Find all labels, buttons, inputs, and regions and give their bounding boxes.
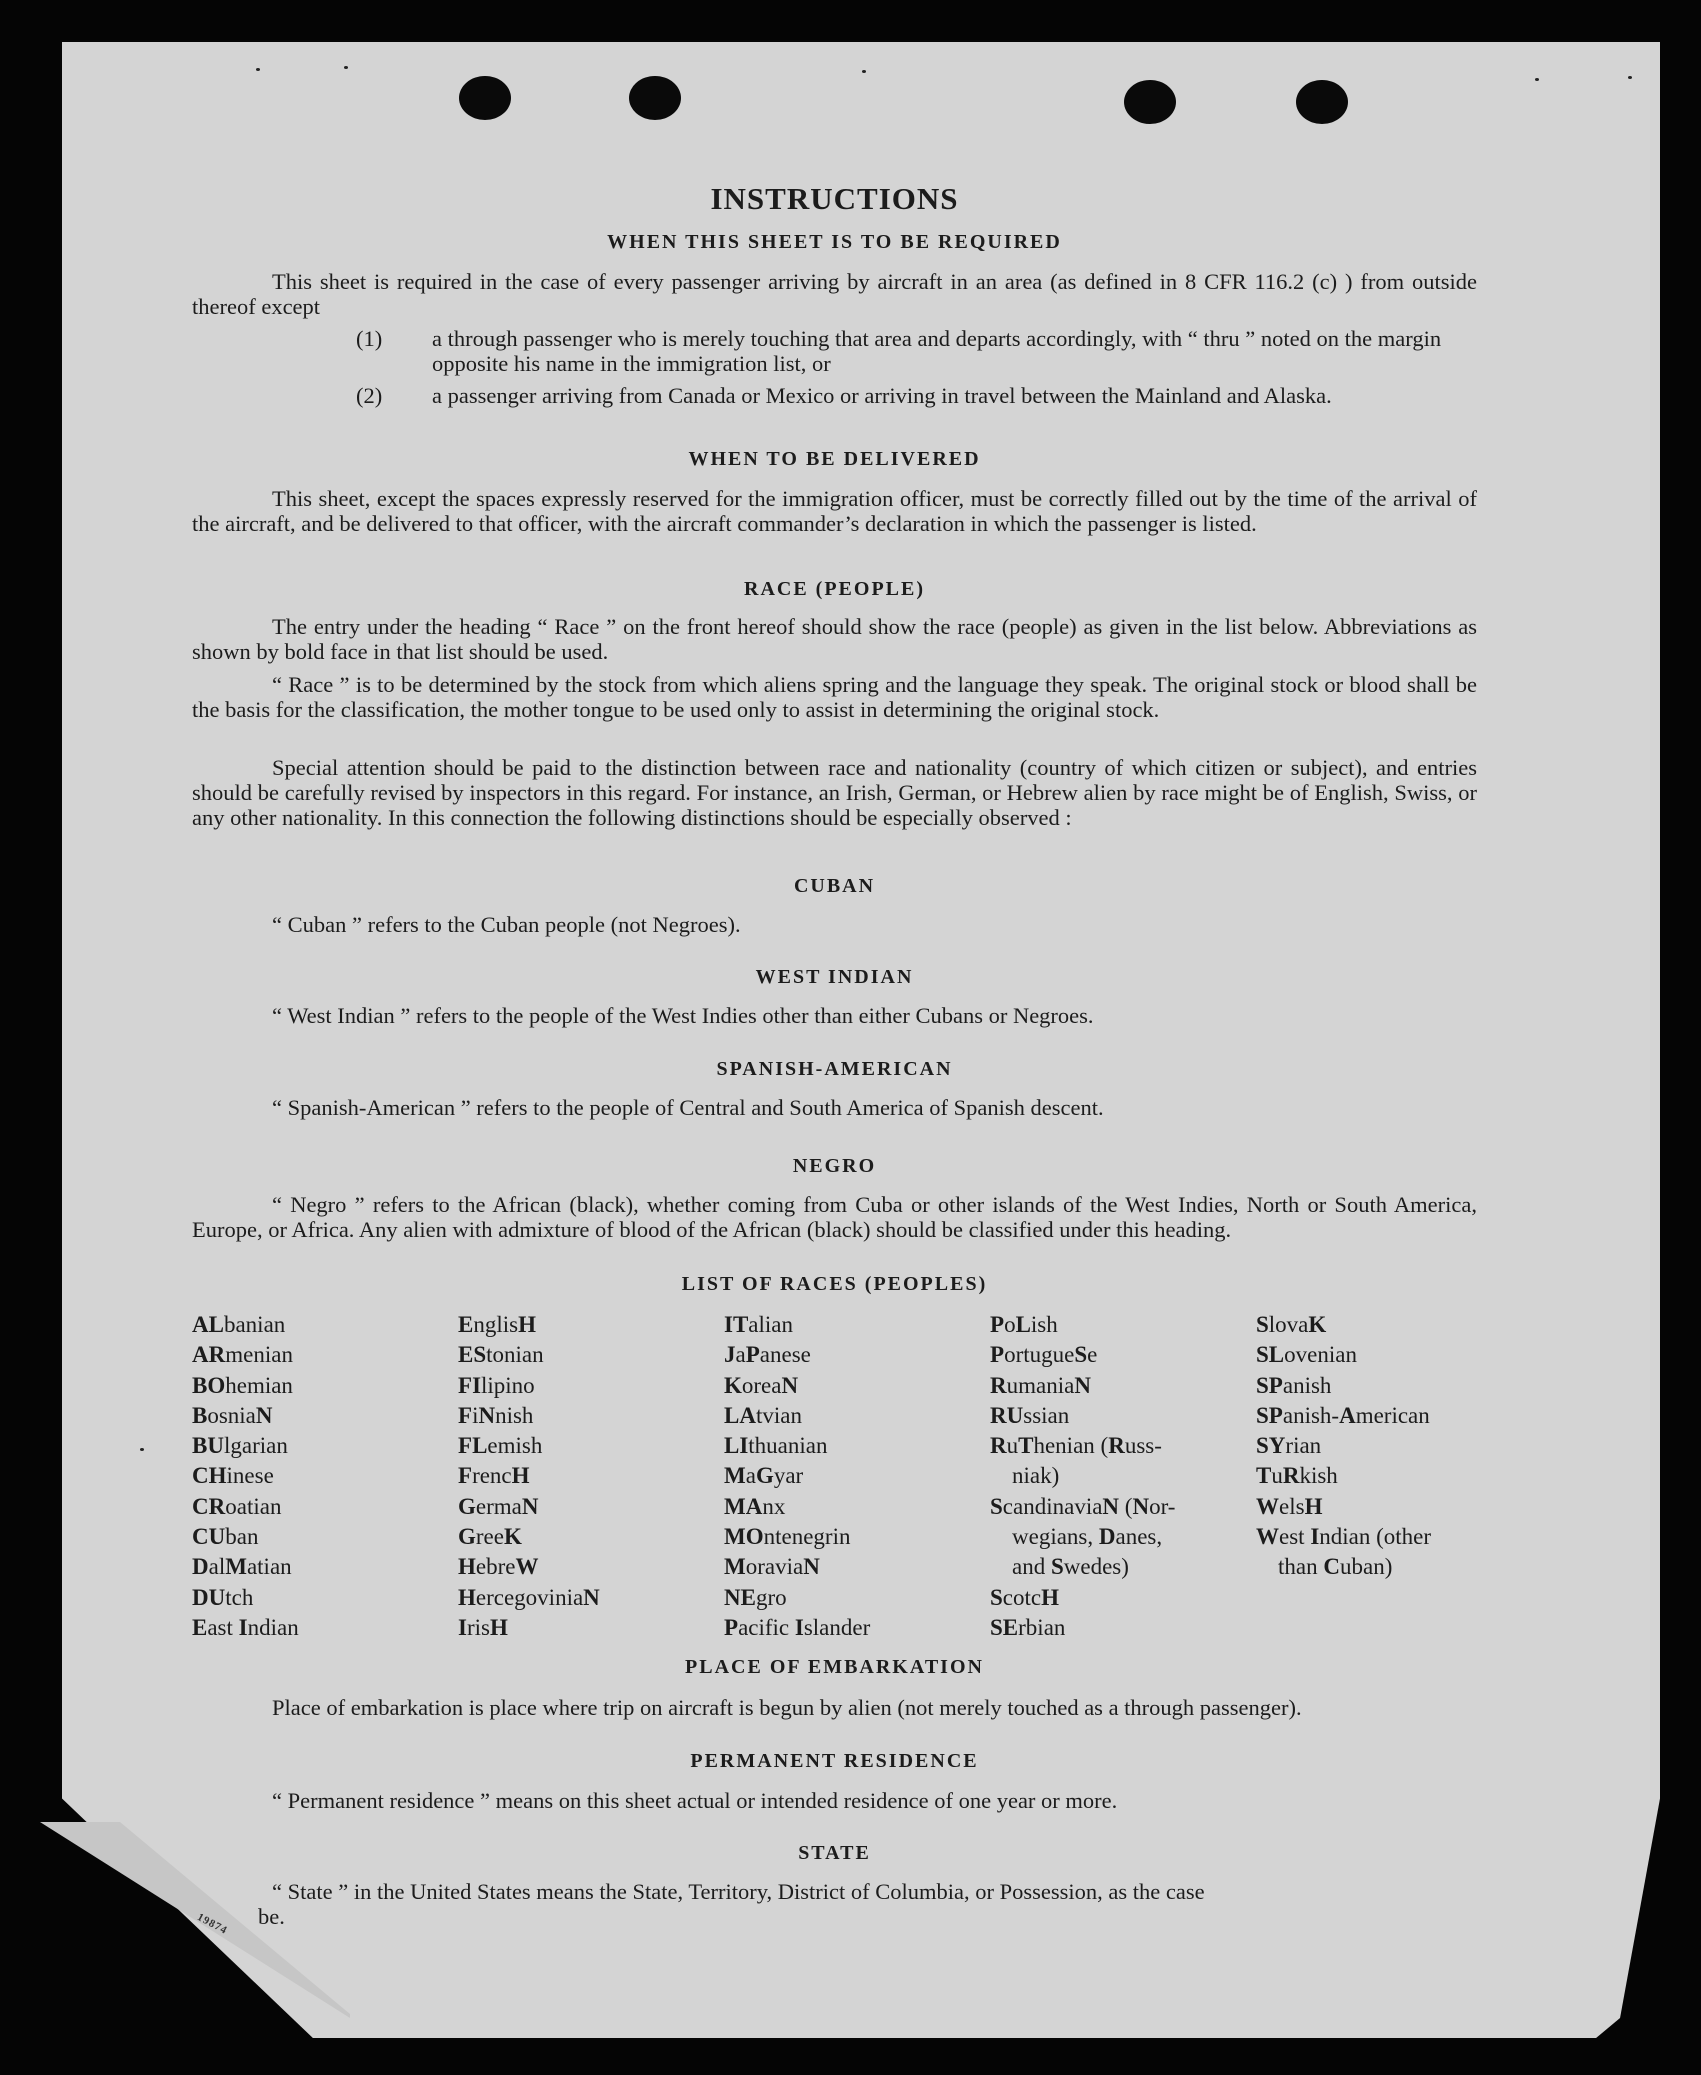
heading-when-delivered: WHEN TO BE DELIVERED xyxy=(688,448,981,470)
speck xyxy=(140,1448,144,1451)
speck xyxy=(256,68,260,71)
race-entry: TuRkish xyxy=(1256,1463,1338,1489)
race-entry: ScandinaviaN (Nor- xyxy=(990,1493,1176,1519)
race-entry: JaPanese xyxy=(724,1342,811,1368)
race-entry: MaGyar xyxy=(724,1463,804,1489)
race-entry: East Indian xyxy=(192,1614,299,1640)
speck xyxy=(344,66,348,69)
race-entry: BosniaN xyxy=(192,1402,273,1428)
race-entry: PortugueSe xyxy=(990,1342,1098,1368)
race-entry: HebreW xyxy=(458,1554,539,1580)
west-indian-text: “ West Indian ” refers to the people of the West Indies other than either Cubans or Negroes. xyxy=(272,1003,1094,1028)
state-text-fragment: be. xyxy=(258,1904,285,1929)
punch-hole xyxy=(459,76,511,120)
race-entry: LIthuanian xyxy=(724,1433,828,1459)
heading-when-required: WHEN THIS SHEET IS TO BE REQUIRED xyxy=(607,231,1062,253)
race-entry: wegians, Danes, xyxy=(1012,1524,1163,1550)
race-entry: BOhemian xyxy=(192,1372,293,1398)
races-column-4 xyxy=(990,1310,1255,1643)
race-entry: EnglisH xyxy=(458,1312,536,1337)
item-number: (1) xyxy=(356,326,383,351)
embarkation-text: Place of embarkation is place where trip on aircraft is begun by alien (not merely touched as a through passenger). xyxy=(272,1695,1302,1720)
race-entry: LAtvian xyxy=(724,1402,802,1428)
race-entry: PoLish xyxy=(990,1312,1058,1337)
race-entry: SYrian xyxy=(1256,1433,1322,1459)
spanish-american-text: “ Spanish-American ” refers to the people of Central and South America of Spanish descent. xyxy=(272,1095,1104,1120)
speck xyxy=(1628,76,1632,79)
race-entry: MOntenegrin xyxy=(724,1524,851,1550)
race-paragraph-2: “ Race ” is to be determined by the stock from which aliens spring and the language they speak. The original stock or blood shall be the basis for the classification, the mother tongue to be used only to assist in determining the original stock. xyxy=(192,672,1477,722)
item-text: a passenger arriving from Canada or Mexico or arriving in travel between the Mainland and Alaska. xyxy=(432,383,1332,408)
race-entry: EStonian xyxy=(458,1342,544,1368)
race-entry: ScotcH xyxy=(990,1584,1059,1610)
heading-permanent-residence: PERMANENT RESIDENCE xyxy=(690,1750,979,1772)
race-entry: ARmenian xyxy=(192,1342,293,1368)
race-entry: IrisH xyxy=(458,1614,508,1640)
race-entry: NEgro xyxy=(724,1584,787,1610)
race-entry: SErbian xyxy=(990,1614,1066,1640)
race-entry: FrencH xyxy=(458,1463,530,1489)
heading-list-of-races: LIST OF RACES (PEOPLES) xyxy=(681,1273,988,1295)
race-entry: WelsH xyxy=(1256,1493,1323,1519)
race-entry: and Swedes) xyxy=(1012,1554,1129,1580)
item-text: a through passenger who is merely touching that area and departs accordingly, with “ thru ” noted on the margin opposite his name in the immigration list, or xyxy=(432,326,1442,376)
race-entry: KoreaN xyxy=(724,1372,799,1398)
heading-race: RACE (PEOPLE) xyxy=(744,578,925,600)
exception-item-2 xyxy=(192,383,1477,408)
race-entry: SPanish-American xyxy=(1256,1402,1430,1428)
heading-west-indian: WEST INDIAN xyxy=(755,966,914,988)
when-required-intro: This sheet is required in the case of every passenger arriving by aircraft in an area (as defined in 8 CFR 116.2 (c) ) from outside thereof except xyxy=(192,269,1477,319)
race-entry: ITalian xyxy=(724,1312,793,1337)
when-delivered-text: This sheet, except the spaces expressly reserved for the immigration officer, must be correctly filled out by the time of the arrival of the aircraft, and be delivered to that officer, with the aircraft commander’s declaration in which the passenger is listed. xyxy=(192,486,1477,536)
residence-text: “ Permanent residence ” means on this sheet actual or intended residence of one year or more. xyxy=(272,1788,1118,1813)
race-entry: CUban xyxy=(192,1524,259,1550)
race-entry: West Indian (other xyxy=(1256,1524,1432,1550)
race-entry: niak) xyxy=(1012,1463,1060,1489)
cuban-text: “ Cuban ” refers to the Cuban people (not Negroes). xyxy=(272,912,741,937)
race-entry: RUssian xyxy=(990,1402,1070,1428)
race-entry: FLemish xyxy=(458,1433,543,1459)
punch-hole xyxy=(1124,80,1176,124)
negro-text: “ Negro ” refers to the African (black), whether coming from Cuba or other islands of the West Indies, North or South America, Europe, or Africa. Any alien with admixture of blood of the African (black) should be classified under this heading. xyxy=(192,1192,1477,1242)
heading-negro: NEGRO xyxy=(792,1155,877,1177)
race-paragraph-3: Special attention should be paid to the distinction between race and nationality (country of which citizen or subject), and entries should be carefully revised by inspectors in this regard. For instance, an Irish, German, or Hebrew alien by race might be of English, Swiss, or any other nationality. In this connection the following distinctions should be especially observed : xyxy=(192,755,1477,830)
race-entry: Pacific Islander xyxy=(724,1614,871,1640)
heading-state: STATE xyxy=(798,1842,871,1864)
state-text: “ State ” in the United States means the State, Territory, District of Columbia, or Possession, as the case xyxy=(272,1879,1205,1904)
race-entry: RumaniaN xyxy=(990,1372,1091,1398)
race-entry: than Cuban) xyxy=(1278,1554,1393,1580)
race-entry: HercegoviniaN xyxy=(458,1584,600,1610)
race-entry: FIlipino xyxy=(458,1372,535,1398)
race-entry: SLovenian xyxy=(1256,1342,1357,1368)
races-column-3 xyxy=(724,1310,989,1643)
heading-embarkation: PLACE OF EMBARKATION xyxy=(685,1656,984,1678)
races-column-2 xyxy=(458,1310,723,1643)
speck xyxy=(862,70,866,73)
speck xyxy=(1535,78,1539,81)
race-entry: SPanish xyxy=(1256,1372,1332,1398)
races-column-5 xyxy=(1256,1310,1521,1583)
punch-hole xyxy=(629,76,681,120)
race-entry: SlovaK xyxy=(1256,1312,1327,1337)
race-entry: GermaN xyxy=(458,1493,539,1519)
race-entry: MoraviaN xyxy=(724,1554,820,1580)
punch-hole xyxy=(1296,80,1348,124)
race-entry: DUtch xyxy=(192,1584,254,1610)
races-list xyxy=(192,1310,1492,1640)
race-entry: ALbanian xyxy=(192,1312,286,1337)
heading-cuban: CUBAN xyxy=(793,875,876,897)
race-entry: BUlgarian xyxy=(192,1433,288,1459)
corner-stamp: 19874 xyxy=(195,1911,230,1937)
race-paragraph-1: The entry under the heading “ Race ” on the front hereof should show the race (people) as given in the list below. Abbreviations as shown by bold face in that list should be used. xyxy=(192,614,1477,664)
race-entry: RuThenian (Russ- xyxy=(990,1433,1162,1459)
race-entry: DalMatian xyxy=(192,1554,292,1580)
race-entry: CRoatian xyxy=(192,1493,282,1519)
race-entry: MAnx xyxy=(724,1493,786,1519)
race-entry: FiNnish xyxy=(458,1402,534,1428)
heading-spanish-american: SPANISH-AMERICAN xyxy=(716,1058,953,1080)
race-entry: CHinese xyxy=(192,1463,274,1489)
race-entry: GreeK xyxy=(458,1524,522,1550)
exception-item-1 xyxy=(192,326,1477,376)
races-column-1 xyxy=(192,1310,457,1643)
item-number: (2) xyxy=(356,383,383,408)
page-title: INSTRUCTIONS xyxy=(710,181,959,216)
